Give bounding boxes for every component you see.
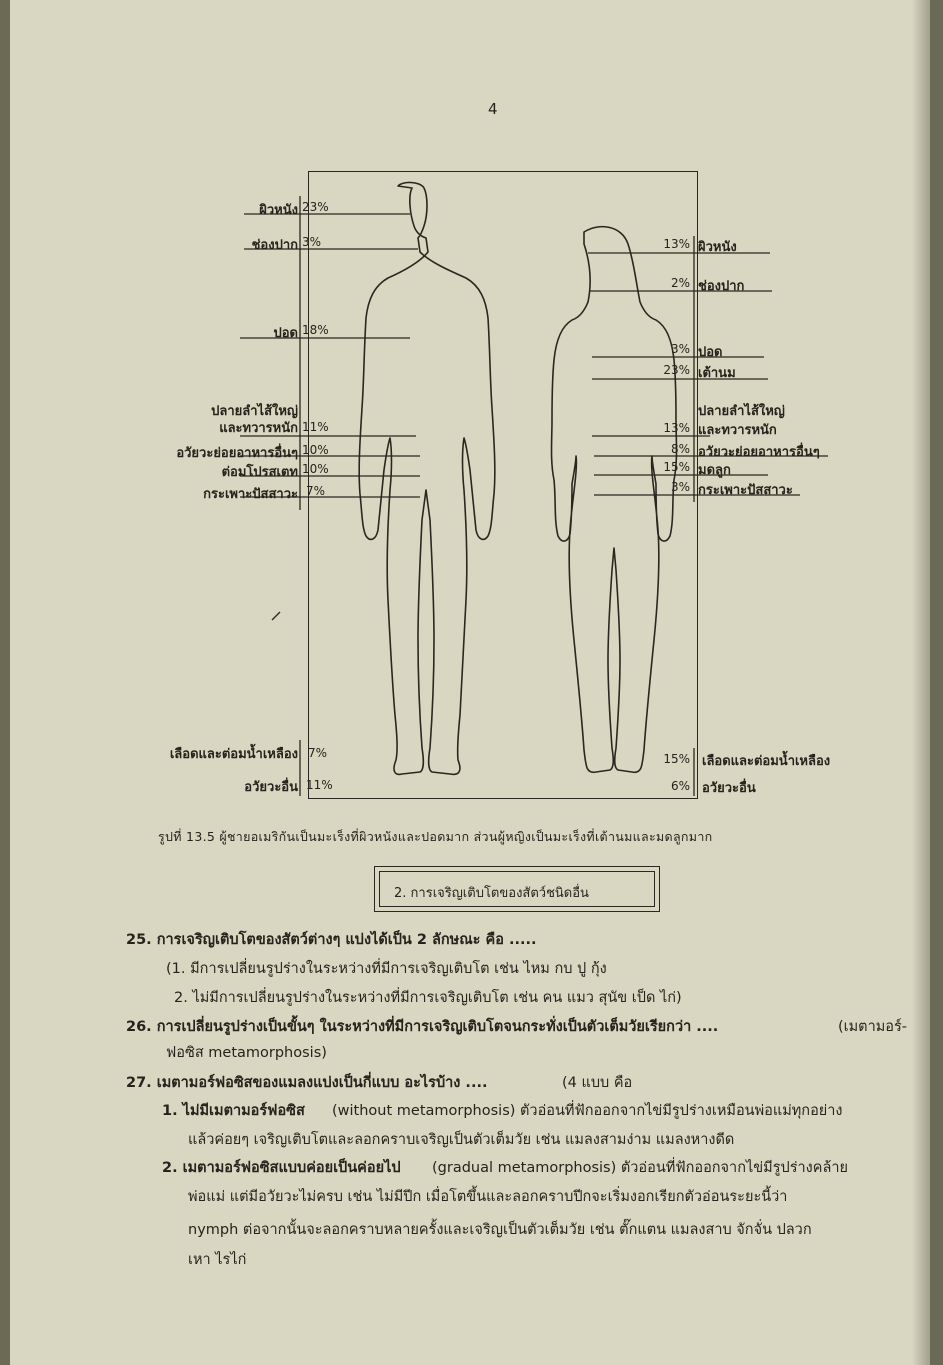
item-27-2-line-4: เหา ไรไก่ bbox=[188, 1252, 247, 1268]
body-figure-illustration bbox=[10, 0, 930, 820]
female-label-bladder: กระเพาะปัสสาวะ bbox=[698, 483, 793, 498]
male-pct-blood: 7% bbox=[308, 746, 328, 760]
female-silhouette bbox=[552, 227, 677, 773]
item-27-2-line-2: พ่อแม่ แต่มีอวัยวะไม่ครบ เช่น ไม่มีปีก เมื่อโตขึ้นและลอกคราบปีกจะเริ่มงอกเรียกตัวอ่อนระยะนี้ว่า bbox=[188, 1189, 788, 1205]
male-label-lung: ปอด bbox=[273, 326, 298, 341]
male-pct-bladder: 7% bbox=[306, 484, 326, 498]
item-27-2-text: (gradual metamorphosis) ตัวอ่อนที่ฟักออกจากไข่มีรูปร่างคล้าย bbox=[432, 1160, 848, 1176]
male-label-skin: ผิวหนัง bbox=[259, 203, 298, 218]
female-label-breast: เต้านม bbox=[698, 366, 736, 381]
female-label-digestive: อวัยวะย่อยอาหารอื่นๆ bbox=[698, 445, 820, 460]
item-27-2-line-3: nymph ต่อจากนั้นจะลอกคราบหลายครั้งและเจริญเป็นตัวเต็มวัย เช่น ตั๊กแตน แมลงสาบ จักจั่น ปลวก bbox=[188, 1222, 812, 1238]
female-pct-mouth: 2% bbox=[670, 276, 690, 290]
male-label-digestive: อวัยวะย่อยอาหารอื่นๆ bbox=[176, 446, 298, 461]
page-number: 4 bbox=[488, 100, 498, 118]
item-27-1-title: 1. ไม่มีเมตามอร์ฟอซิส bbox=[162, 1103, 305, 1119]
female-pct-colon: 13% bbox=[663, 421, 690, 435]
male-label-prostate: ต่อมโปรสเตท bbox=[221, 465, 298, 480]
female-label-skin: ผิวหนัง bbox=[698, 240, 737, 255]
male-pct-mouth: 3% bbox=[302, 235, 322, 249]
male-pct-other: 11% bbox=[306, 778, 333, 792]
male-label-bladder: กระเพาะปัสสาวะ bbox=[203, 487, 298, 502]
answer-27: (4 แบบ คือ bbox=[562, 1075, 633, 1091]
item-27-1-text: (without metamorphosis) ตัวอ่อนที่ฟักออกจากไข่มีรูปร่างเหมือนพ่อแม่ทุกอย่าง bbox=[332, 1103, 843, 1119]
female-label-blood: เลือดและต่อมน้ำเหลือง bbox=[702, 754, 831, 769]
male-label-mouth: ช่องปาก bbox=[251, 238, 298, 253]
male-silhouette bbox=[359, 182, 495, 774]
female-label-uterus: มดลูก bbox=[698, 463, 731, 478]
item-27-2-title: 2. เมตามอร์ฟอซิสแบบค่อยเป็นค่อยไป bbox=[162, 1160, 401, 1176]
answer-25-line-1: (1. มีการเปลี่ยนรูปร่างในระหว่างที่มีการเจริญเติบโต เช่น ไหม กบ ปู กุ้ง bbox=[166, 961, 607, 977]
male-pct-prostate: 10% bbox=[302, 462, 329, 476]
female-pct-skin: 13% bbox=[663, 237, 690, 251]
male-label-blood: เลือดและต่อมน้ำเหลือง bbox=[169, 747, 298, 762]
item-27-1-line-2: แล้วค่อยๆ เจริญเติบโตและลอกคราบเจริญเป็นตัวเต็มวัย เช่น แมลงสามง่าม แมลงหางดีด bbox=[188, 1132, 735, 1148]
female-pct-breast: 23% bbox=[663, 363, 690, 377]
male-label-other: อวัยวะอื่น bbox=[244, 780, 298, 795]
female-label-mouth: ช่องปาก bbox=[698, 279, 745, 294]
female-label-colon-2: และทวารหนัก bbox=[698, 423, 777, 438]
female-pct-other: 6% bbox=[670, 779, 690, 793]
male-label-colon-2: และทวารหนัก bbox=[219, 421, 298, 436]
section-title: 2. การเจริญเติบโตของสัตว์ชนิดอื่น bbox=[394, 886, 589, 901]
female-pct-blood: 15% bbox=[663, 752, 690, 766]
male-pct-lung: 18% bbox=[302, 323, 329, 337]
male-pct-digestive: 10% bbox=[302, 443, 329, 457]
answer-26-line-2: ฟอซิส metamorphosis) bbox=[166, 1045, 327, 1061]
female-pct-lung: 3% bbox=[670, 342, 690, 356]
question-25: 25. การเจริญเติบโตของสัตว์ต่างๆ แบ่งได้เป็น 2 ลักษณะ คือ ..... bbox=[126, 932, 537, 948]
answer-26-line-1: (เมตามอร์- bbox=[838, 1019, 908, 1035]
male-pct-colon: 11% bbox=[302, 420, 329, 434]
female-pct-bladder: 3% bbox=[670, 480, 690, 494]
question-27: 27. เมตามอร์ฟอซิสของแมลงแบ่งเป็นกี่แบบ อะไรบ้าง .... bbox=[126, 1075, 488, 1091]
female-label-lung: ปอด bbox=[698, 345, 723, 360]
female-label-other: อวัยวะอื่น bbox=[702, 781, 756, 796]
female-pct-digestive: 8% bbox=[670, 442, 690, 456]
figure-caption: รูปที่ 13.5 ผู้ชายอเมริกันเป็นมะเร็งที่ผิวหนังและปอดมาก ส่วนผู้หญิงเป็นมะเร็งที่เต้านมและมดลูกมาก bbox=[158, 829, 713, 844]
male-pct-skin: 23% bbox=[302, 200, 329, 214]
question-26: 26. การเปลี่ยนรูปร่างเป็นขั้นๆ ในระหว่างที่มีการเจริญเติบโตจนกระทั่งเป็นตัวเต็มวัยเรียกว่า .... bbox=[126, 1019, 719, 1035]
male-label-colon-1: ปลายลำไส้ใหญ่ bbox=[211, 404, 298, 419]
female-pct-uterus: 15% bbox=[663, 460, 690, 474]
book-page bbox=[10, 0, 930, 1365]
female-label-colon-1: ปลายลำไส้ใหญ่ bbox=[698, 404, 785, 419]
answer-25-line-2: 2. ไม่มีการเปลี่ยนรูปร่างในระหว่างที่มีการเจริญเติบโต เช่น คน แมว สุนัข เป็ด ไก่) bbox=[174, 990, 682, 1006]
